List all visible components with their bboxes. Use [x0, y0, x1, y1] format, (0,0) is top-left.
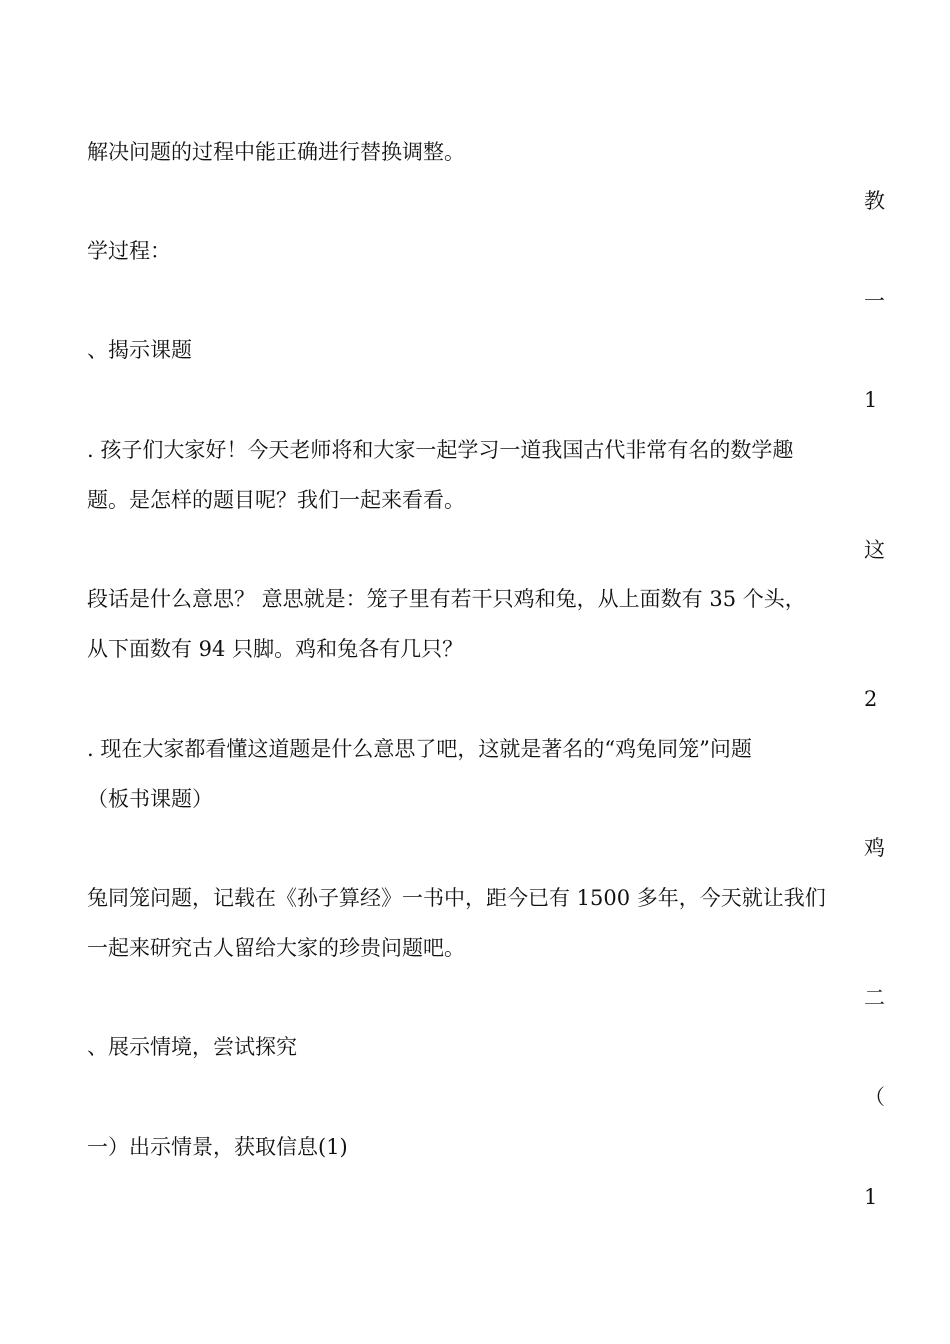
paragraph-line: . 现在大家都看懂这道题是什么意思了吧，这就是著名的“鸡兔同笼”问题 [87, 737, 752, 761]
marker-char: 教 [864, 189, 885, 213]
paragraph-line: 解决问题的过程中能正确进行替换调整。 [87, 140, 465, 164]
marker-number: 2 [864, 687, 878, 711]
paragraph-line: 从下面数有 94 只脚。鸡和兔各有几只？ [87, 637, 464, 661]
marker-char: 这 [864, 538, 885, 562]
marker-number: 1 [864, 388, 878, 412]
section-heading: 学过程： [87, 239, 171, 263]
marker-char: 二 [864, 986, 885, 1010]
paragraph-line: 一起来研究古人留给大家的珍贵问题吧。 [87, 936, 465, 960]
marker-char: （ [864, 1085, 885, 1109]
marker-number: 1 [864, 1185, 878, 1209]
section-heading: 一）出示情景，获取信息(1) [87, 1135, 348, 1159]
paragraph-line: 段话是什么意思？ 意思就是：笼子里有若干只鸡和兔，从上面数有 35 个头， [87, 587, 806, 611]
section-heading: 、展示情境，尝试探究 [87, 1035, 297, 1059]
paragraph-line: . 孩子们大家好！今天老师将和大家一起学习一道我国古代非常有名的数学趣 [87, 438, 794, 462]
marker-char: 鸡 [864, 836, 885, 860]
paragraph-line: 题。是怎样的题目呢？我们一起来看看。 [87, 488, 465, 512]
section-heading: 、揭示课题 [87, 338, 192, 362]
marker-char: 一 [864, 289, 885, 313]
paragraph-line: 兔同笼问题，记载在《孙子算经》一书中，距今已有 1500 多年，今天就让我们 [87, 886, 826, 910]
paragraph-line: （板书课题） [87, 787, 213, 811]
